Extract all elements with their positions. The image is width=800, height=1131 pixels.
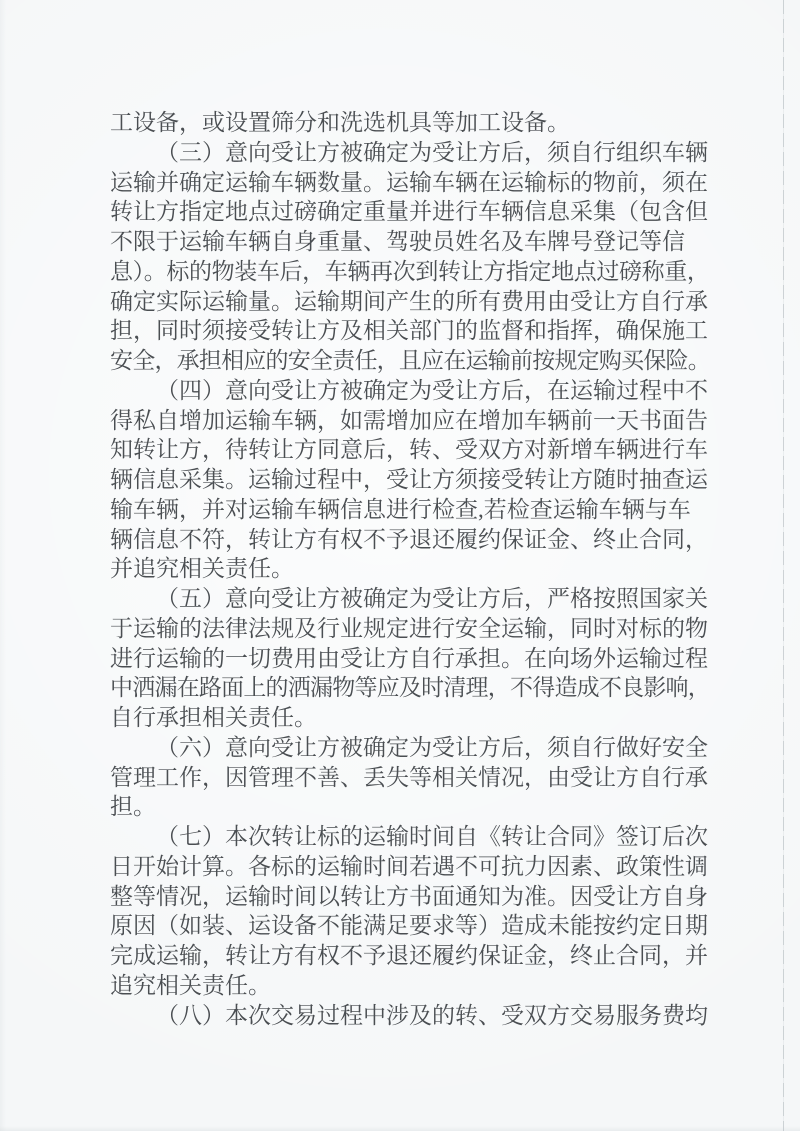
document-line: （三）意向受让方被确定为受让方后，须自行组织车辆 bbox=[156, 139, 708, 165]
document-text-block bbox=[110, 108, 710, 1030]
document-line: 中洒漏在路面上的洒漏物等应及时清理，不得造成不良影响， bbox=[110, 675, 711, 701]
document-line: 完成运输，转让方有权不予退还履约保证金，终止合同，并 bbox=[110, 943, 708, 968]
document-line: （七）本次转让标的运输时间自《转让合同》签订后次 bbox=[156, 824, 708, 849]
document-line: 自行承担相关责任。 bbox=[110, 705, 317, 730]
document-line: （八）本次交易过程中涉及的转、受双方交易服务费均 bbox=[156, 1002, 708, 1028]
document-line: （四）意向受让方被确定为受让方后，在运输过程中不 bbox=[156, 377, 708, 403]
document-line: 原因（如装、运设备不能满足要求等）造成未能按约定日期 bbox=[110, 913, 708, 939]
document-line: 安全，承担相应的安全责任，且应在运输前按规定购买保险。 bbox=[110, 348, 711, 373]
document-line: （五）意向受让方被确定为受让方后，严格按照国家关 bbox=[156, 586, 708, 611]
document-line: 担，同时须接受转让方及相关部门的监督和指挥，确保施工 bbox=[110, 318, 708, 344]
document-line: （六）意向受让方被确定为受让方后，须自行做好安全 bbox=[156, 734, 708, 760]
document-line: 辆信息采集。运输过程中，受让方须接受转让方随时抽查运 bbox=[110, 467, 708, 492]
document-line: 输车辆，并对运输车辆信息进行检查,若检查运输车辆与车 bbox=[110, 496, 691, 522]
document-line: 追究相关责任。 bbox=[110, 972, 271, 998]
scan-artifact-line bbox=[783, 0, 784, 1131]
document-line: 辆信息不符，转让方有权不予退还履约保证金、终止合同， bbox=[110, 526, 708, 552]
document-line: 不限于运输车辆自身重量、驾驶员姓名及车牌号登记等信 bbox=[110, 229, 685, 254]
document-line: 于运输的法律法规及行业规定进行安全运输，同时对标的物 bbox=[110, 615, 708, 641]
document-line: 并追究相关责任。 bbox=[110, 556, 294, 582]
document-line: 确定实际运输量。运输期间产生的所有费用由受让方自行承 bbox=[110, 288, 708, 314]
document-line: 知转让方，待转让方同意后，转、受双方对新增车辆进行车 bbox=[110, 437, 708, 463]
document-line: 转让方指定地点过磅确定重量并进行车辆信息采集（包含但 bbox=[110, 199, 708, 225]
document-line: 担。 bbox=[110, 794, 156, 820]
document-line: 运输并确定运输车辆数量。运输车辆在运输标的物前，须在 bbox=[110, 169, 708, 195]
document-line: 得私自增加运输车辆，如需增加应在增加车辆前一天书面告 bbox=[110, 407, 708, 433]
document-line: 工设备，或设置筛分和洗选机具等加工设备。 bbox=[110, 110, 570, 135]
document-line: 日开始计算。各标的运输时间若遇不可抗力因素、政策性调 bbox=[110, 853, 708, 879]
document-line: 整等情况，运输时间以转让方书面通知为准。因受让方自身 bbox=[110, 883, 708, 909]
document-line: 管理工作，因管理不善、丢失等相关情况，由受让方自行承 bbox=[110, 764, 708, 790]
document-line: 进行运输的一切费用由受让方自行承担。在向场外运输过程 bbox=[110, 645, 708, 671]
document-line: 息）。标的物装车后，车辆再次到转让方指定地点过磅称重， bbox=[110, 258, 710, 284]
